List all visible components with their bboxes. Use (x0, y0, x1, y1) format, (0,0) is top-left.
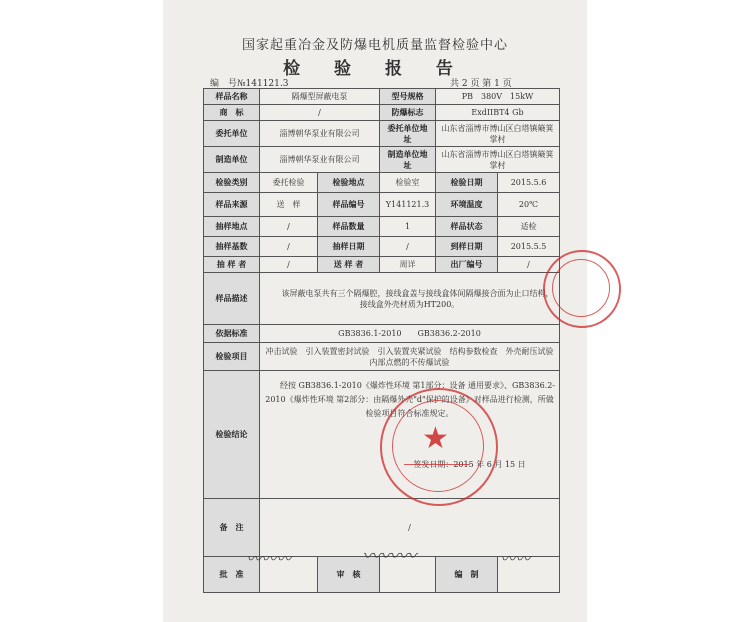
label-cell: 样品描述 (204, 273, 260, 325)
value-cell: 隔爆型屏蔽电泵 (260, 89, 380, 105)
table-row (204, 105, 560, 121)
reviewer-signature: 〰〰〰 (362, 546, 416, 567)
label-cell: 抽 样 者 (204, 257, 260, 273)
value-cell: 山东省淄博市博山区白塔镇簸箕掌村 (436, 121, 560, 147)
basis-standards: GB3836.1-2010 GB3836.2-2010 (260, 325, 560, 343)
value-cell: 2015.5.6 (498, 173, 560, 193)
table-row (204, 193, 560, 217)
label-cell: 委托单位 (204, 121, 260, 147)
org-name: 国家起重冶金及防爆电机质量监督检验中心 (241, 38, 508, 53)
report-table (203, 88, 560, 593)
value-cell: 淄博朝华泵业有限公司 (260, 121, 380, 147)
table-row (204, 173, 560, 193)
label-cell: 检验日期 (436, 173, 498, 193)
table-row (204, 257, 560, 273)
label-cell: 审 核 (318, 557, 380, 593)
label-cell: 检验地点 (318, 173, 380, 193)
value-cell: 1 (380, 217, 436, 237)
stamp-right-inner (552, 259, 610, 317)
label-cell: 型号规格 (380, 89, 436, 105)
value-cell: ExdIIBT4 Gb (436, 105, 560, 121)
label-cell: 依据标准 (204, 325, 260, 343)
value-cell: / (260, 217, 318, 237)
label-cell: 检验类别 (204, 173, 260, 193)
value-cell: / (380, 237, 436, 257)
label-cell: 样品数量 (318, 217, 380, 237)
label-cell: 编 制 (436, 557, 498, 593)
label-cell: 样品状态 (436, 217, 498, 237)
value-cell: Y141121.3 (380, 193, 436, 217)
label-cell: 备 注 (204, 499, 260, 557)
label-cell: 环境温度 (436, 193, 498, 217)
label-cell: 商 标 (204, 105, 260, 121)
label-cell: 检验结论 (204, 371, 260, 499)
approver-signature: 〰〰〰 (246, 550, 292, 568)
label-cell: 制造单位 (204, 147, 260, 173)
table-row (204, 121, 560, 147)
report-number-value: 141121.3 (245, 79, 289, 89)
label-cell: 抽样地点 (204, 217, 260, 237)
remarks-value: / (260, 499, 560, 557)
label-cell: 送 样 者 (318, 257, 380, 273)
value-cell: 2015.5.5 (498, 237, 560, 257)
report-title: 检 验 报 告 (283, 59, 467, 79)
value-cell: / (260, 105, 380, 121)
seal-star-icon: ★ (422, 421, 449, 456)
label-cell: 出厂编号 (436, 257, 498, 273)
compiler-signature: 〰〰 (500, 550, 531, 568)
seal-line (404, 464, 470, 465)
label-cell: 制造单位地 址 (380, 147, 436, 173)
table-row (204, 217, 560, 237)
test-items: 冲击试验 引入装置密封试验 引入装置夹紧试验 结构参数检查 外壳耐压试验 内部点燃的不传爆试验 (260, 343, 560, 371)
label-cell: 检验项目 (204, 343, 260, 371)
table-row (204, 343, 560, 371)
label-cell: 样品编号 (318, 193, 380, 217)
label-cell: 委托单位地 址 (380, 121, 436, 147)
value-cell: / (260, 237, 318, 257)
table-row (204, 325, 560, 343)
label-cell: 样品来源 (204, 193, 260, 217)
value-cell: 检验室 (380, 173, 436, 193)
table-row (204, 147, 560, 173)
conclusion-text: 经按 GB3836.1-2010《爆炸性环境 第1部分：设备 通用要求》、GB3836.2-2010《爆炸性环境 第2部分：由隔爆外壳"d"保护的设备》对样品进行检测，所做检验项目符合标准规定。 (265, 381, 555, 418)
table-row (204, 89, 560, 105)
sample-description: 该屏蔽电泵共有三个隔爆腔，接线盒盖与接线盒体间隔爆接合面为止口结构，接线盒外壳材质为HT200。 (260, 273, 560, 325)
label-cell: 到样日期 (436, 237, 498, 257)
value-cell: 委托检验 (260, 173, 318, 193)
value-cell: 周详 (380, 257, 436, 273)
table-row (204, 237, 560, 257)
value-cell: / (498, 257, 560, 273)
report-number-label: 编 号№ (210, 79, 246, 89)
table-row (204, 273, 560, 325)
value-cell: 淄博朝华泵业有限公司 (260, 147, 380, 173)
label-cell: 防爆标志 (380, 105, 436, 121)
page-count: 共 2 页 第 1 页 (450, 79, 512, 89)
label-cell: 批 准 (204, 557, 260, 593)
label-cell: 抽样基数 (204, 237, 260, 257)
value-cell: 20℃ (498, 193, 560, 217)
value-cell: / (260, 257, 318, 273)
value-cell: 适检 (498, 217, 560, 237)
value-cell: 送 样 (260, 193, 318, 217)
label-cell: 抽样日期 (318, 237, 380, 257)
value-cell: PB 380V 15kW (436, 89, 560, 105)
label-cell: 样品名称 (204, 89, 260, 105)
value-cell: 山东省淄博市博山区白塔镇簸箕掌村 (436, 147, 560, 173)
sign-date: 签发日期：2015 年 6 月 15 日 (413, 460, 526, 469)
